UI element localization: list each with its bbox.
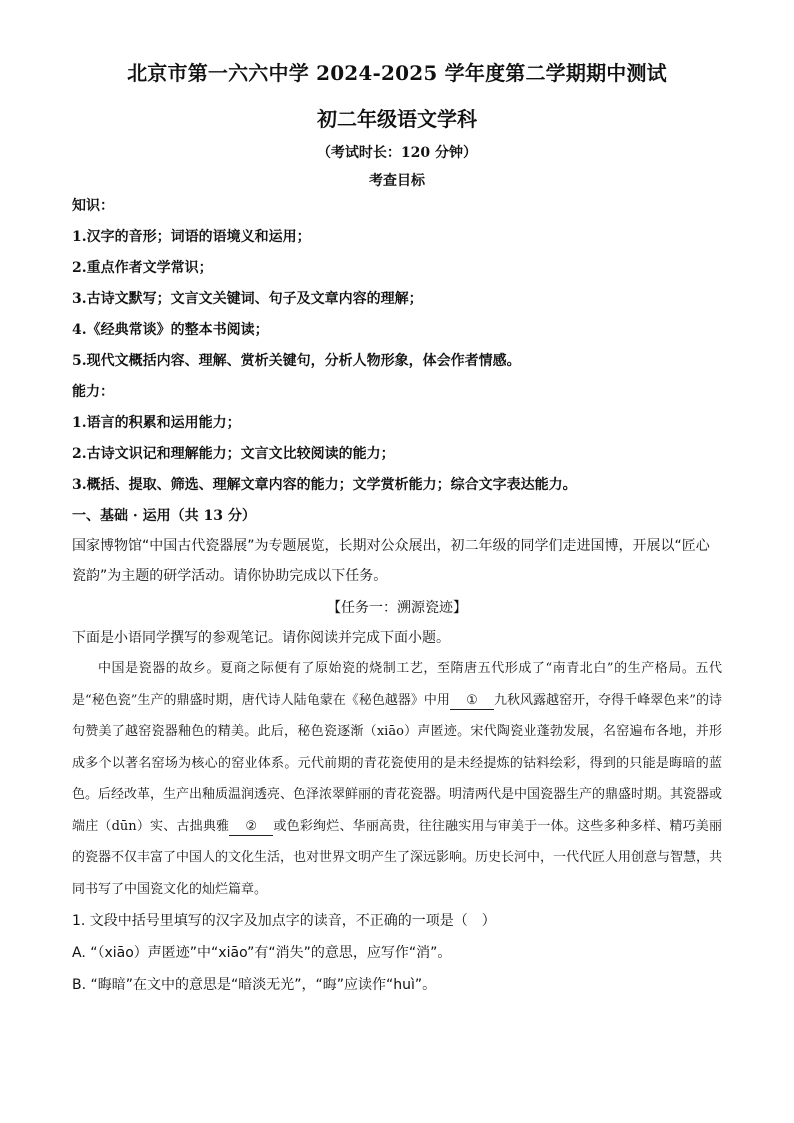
task-one-title: 【任务一：溯源瓷迹】	[327, 600, 467, 616]
knowledge-item: 5.现代文概括内容、理解、赏析关键句，分析人物形象，体会作者情感。	[72, 353, 521, 369]
question-1-option-a: A. “（xiāo）声匿迹”中“xiāo”有“消失”的意思，应写作“消”。	[72, 945, 452, 961]
question-1-option-b: B. “晦暗”在文中的意思是“暗淡无光”，“晦”应读作“huì”。	[72, 977, 437, 993]
knowledge-label: 知识：	[72, 198, 114, 214]
question-1-stem: 1. 文段中括号里填写的汉字及加点字的读音，不正确的一项是（ ）	[72, 913, 496, 929]
knowledge-item: 4.《经典常谈》的整本书阅读；	[72, 322, 269, 338]
ability-item: 1.语言的积累和运用能力；	[72, 415, 241, 431]
notes-text-part2: 九秋风露越窑开，夺得千峰翠色来”的诗句赞美了越窑瓷器釉色的精美。此后，秘色瓷逐渐（xiāo）声匿迹。宋代陶瓷业蓬勃发展，名窑遍布各地，并形成多个以著名窑场为核心的窑业体系。元代前期的青花瓷使用的是未经提炼的钴料绘彩，得到的只能是晦暗的蓝色。后经改革，生产出釉质温润透亮、色泽浓翠鲜丽的青花瓷器。明清两代是中国瓷器生产的鼎盛时期。其瓷器或端庄（dūn）实、古拙典雅	[72, 692, 723, 834]
notes-text-part3: 或色彩绚烂、华丽高贵，往往融实用与审美于一体。这些多种多样、精巧美丽的瓷器不仅丰富了中国人的文化生活，也对世界文明产生了深远影响。历史长河中，一代代匠人用创意与智慧，共同书写了中国瓷文化的灿烂篇章。	[72, 818, 723, 897]
exam-page	[72, 58, 722, 1001]
knowledge-item: 1.汉字的音形；词语的语境义和运用；	[72, 229, 311, 245]
ability-label: 能力：	[72, 384, 114, 400]
notes-text-part1: 中国是瓷器的故乡。夏商之际便有了原始瓷的烧制工艺，至隋唐五代形成了“南青北白”的生产格局。五代是“秘色瓷”生产的鼎盛时期，唐代诗人陆龟蒙在《秘色越器》中用	[72, 661, 722, 708]
knowledge-item: 3.古诗文默写；文言文关键词、句子及文章内容的理解；	[72, 291, 423, 307]
blank-1: ①	[450, 693, 494, 710]
blank-2: ②	[229, 819, 273, 836]
objectives-heading: 考查目标	[369, 173, 425, 189]
ability-item: 2.古诗文识记和理解能力；文言文比较阅读的能力；	[72, 446, 395, 462]
ability-item: 3.概括、提取、筛选、理解文章内容的能力；文学赏析能力；综合文字表达能力。	[72, 477, 577, 493]
part-one-heading: 一、基础 · 运用（共 13 分）	[72, 508, 256, 524]
knowledge-item: 2.重点作者文学常识；	[72, 260, 213, 276]
part-one-intro: 国家博物馆“中国古代瓷器展”为专题展览，长期对公众展出，初二年级的同学们走进国博，开展以“匠心瓷韵”为主题的研学活动。请你协助完成以下任务。	[72, 538, 710, 584]
visit-notes-passage	[72, 653, 722, 905]
exam-duration: （考试时长：120 分钟）	[316, 145, 478, 161]
exam-subtitle: 初二年级语文学科	[317, 107, 477, 131]
task-one-instruction: 下面是小语同学撰写的参观笔记。请你阅读并完成下面小题。	[72, 630, 450, 646]
exam-title: 北京市第一六六中学 2024-2025 学年度第二学期期中测试	[127, 61, 667, 85]
